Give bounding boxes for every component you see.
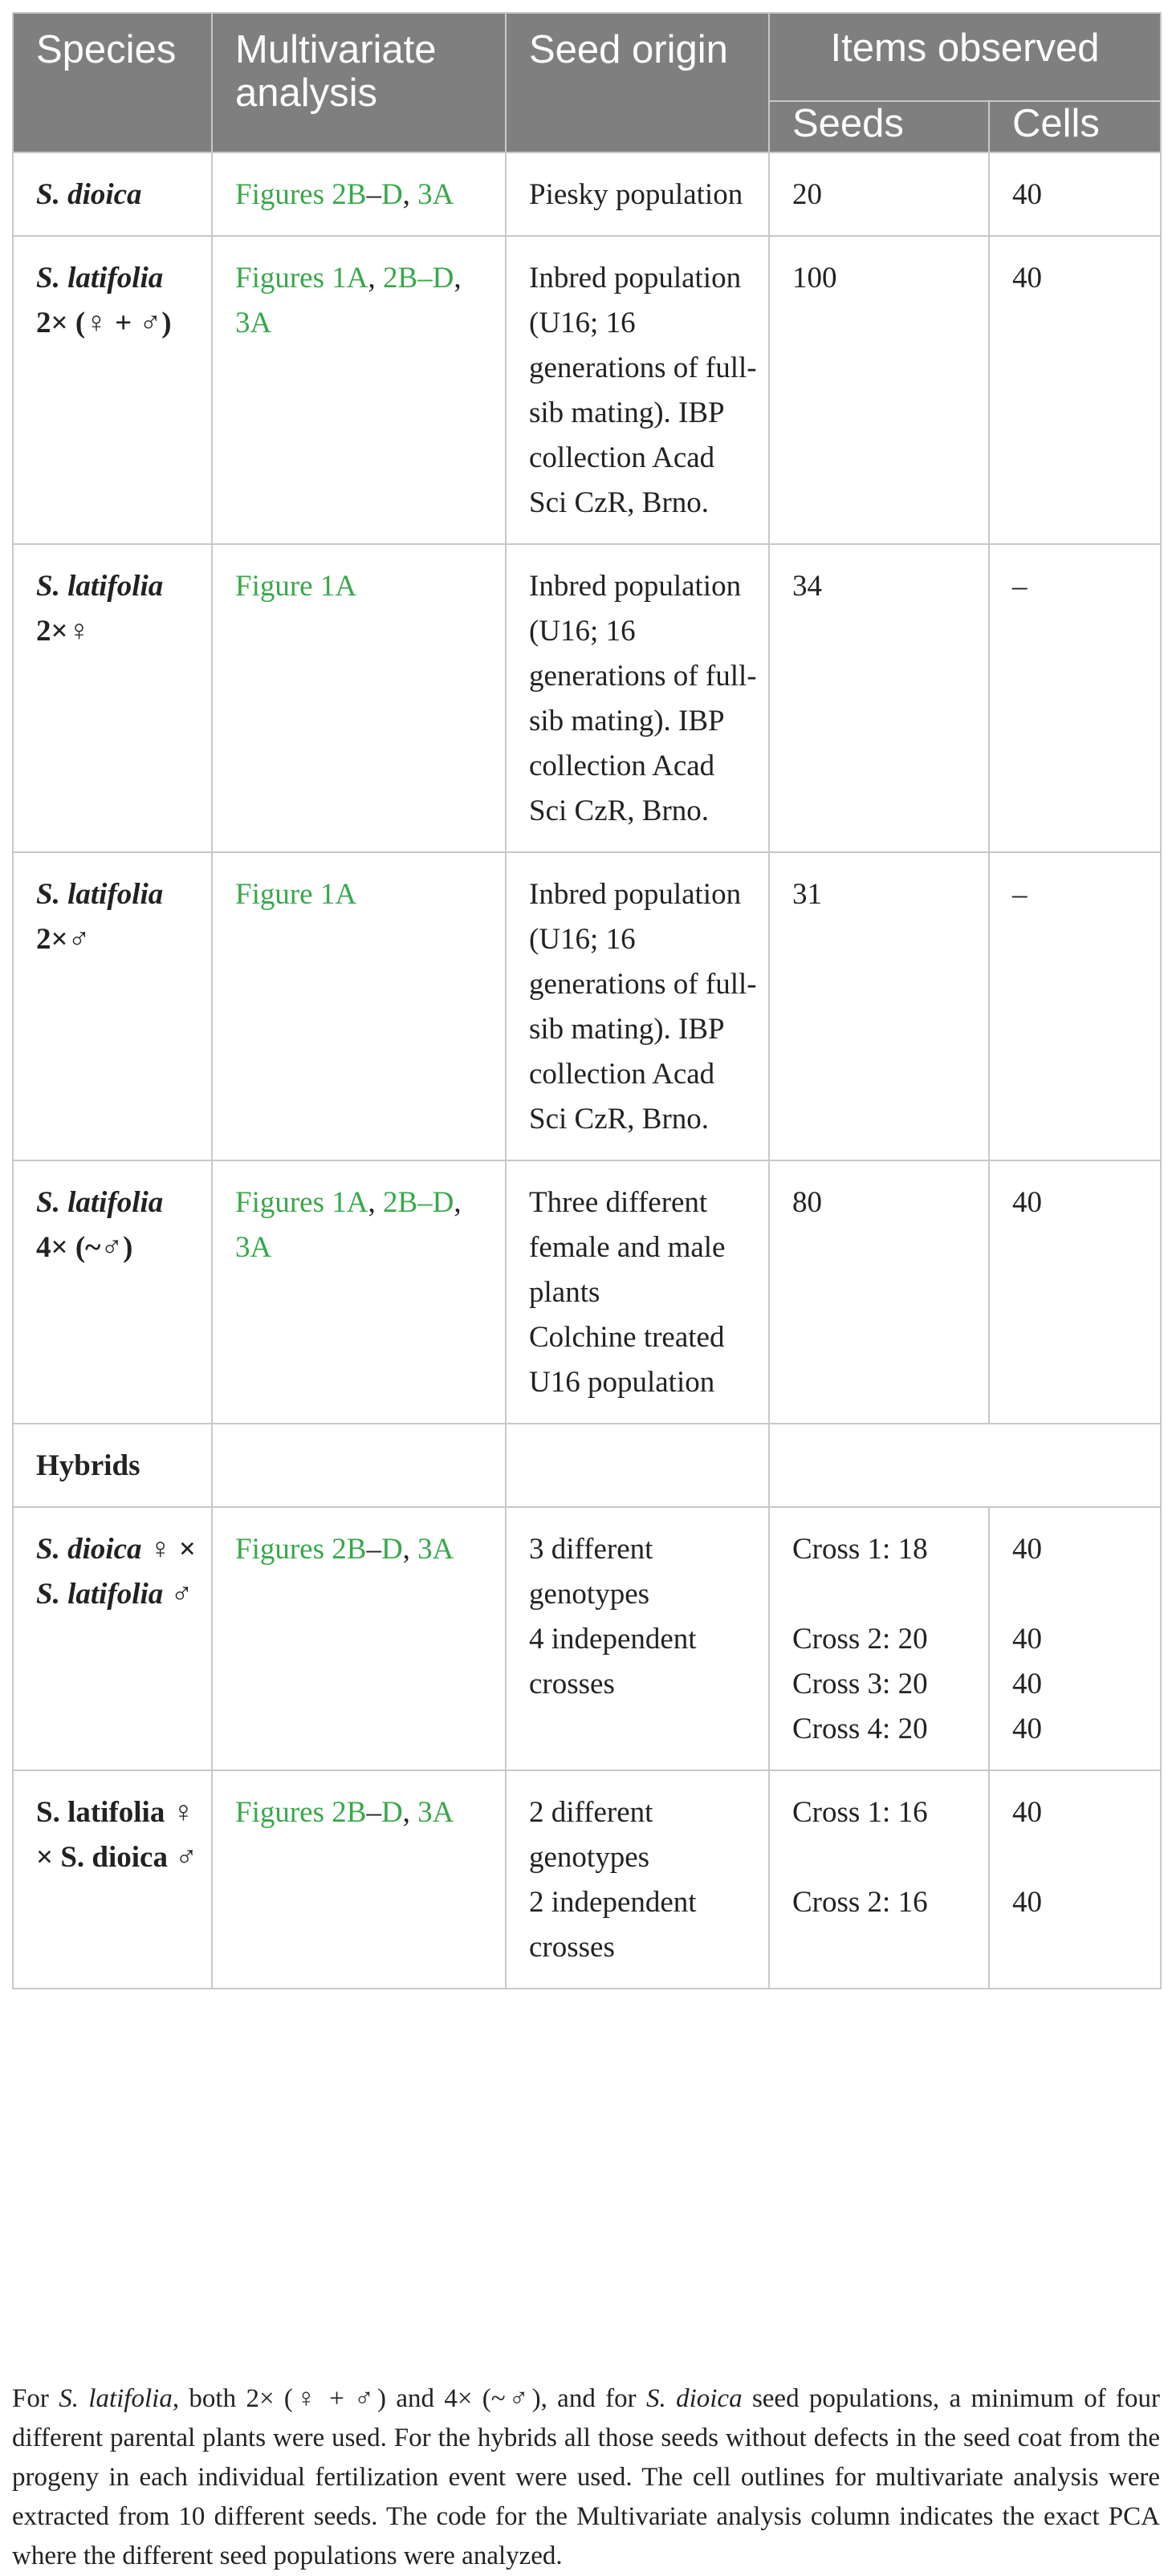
seed-populations-table bbox=[12, 12, 1162, 1989]
figure-link[interactable]: Figures 2B bbox=[235, 1796, 367, 1829]
header-cells: Cells bbox=[989, 101, 1161, 152]
cross-gap bbox=[792, 1572, 979, 1617]
cells-cell bbox=[989, 1507, 1161, 1770]
cross-cells: 40 bbox=[1012, 1796, 1042, 1829]
species-italic: S. dioica bbox=[36, 178, 142, 211]
species-suffix: 2×♂ bbox=[36, 923, 91, 956]
species-name: S. latifolia ♀ × S. dioica ♂ bbox=[36, 1796, 197, 1874]
seeds-cell: 80 bbox=[769, 1160, 989, 1424]
species-italic: S. dioica bbox=[36, 1533, 142, 1566]
cross-cells: 40 bbox=[1012, 1886, 1042, 1919]
multivariate-cell bbox=[212, 1507, 506, 1770]
seed-origin-cell bbox=[506, 1160, 769, 1424]
cells-cell: – bbox=[989, 544, 1161, 852]
species-cell bbox=[13, 544, 212, 852]
species-italic: S. latifolia bbox=[36, 262, 164, 295]
table-row bbox=[13, 544, 1161, 852]
multivariate-cell bbox=[212, 152, 506, 236]
seeds-cell: 31 bbox=[769, 852, 989, 1160]
footnote-italic: S. latifolia bbox=[59, 2384, 173, 2413]
seeds-cell: 100 bbox=[769, 236, 989, 544]
figure-link[interactable]: D bbox=[380, 1796, 403, 1829]
seed-origin-cell: Inbred population (U16; 16 generations of full-sib mating). IBP collection Acad Sci CzR, Brno. bbox=[506, 544, 769, 852]
cross-gap bbox=[1012, 1835, 1150, 1880]
seeds-cell: 20 bbox=[769, 152, 989, 236]
table-row bbox=[13, 852, 1161, 1160]
table-footnote bbox=[12, 2379, 1160, 2576]
footnote-italic: S. dioica bbox=[646, 2384, 743, 2413]
table-row bbox=[13, 1160, 1161, 1424]
species-suffix: ♂ bbox=[163, 1578, 193, 1611]
header-items-observed: Items observed bbox=[769, 13, 1161, 101]
species-suffix: 4× (~♂) bbox=[36, 1231, 133, 1264]
header-seed-origin: Seed origin bbox=[506, 13, 769, 152]
multivariate-cell bbox=[212, 852, 506, 1160]
cross-cells: 40 bbox=[1012, 1623, 1042, 1656]
species-name bbox=[36, 1533, 196, 1611]
figure-separator: , bbox=[368, 262, 383, 295]
figure-separator: , bbox=[402, 1796, 418, 1829]
species-cell bbox=[13, 1160, 212, 1424]
cross-seeds: Cross 3: 20 bbox=[792, 1668, 928, 1700]
seed-origin-cell: Inbred population (U16; 16 generations of full-sib mating). IBP collection Acad Sci CzR, Brno. bbox=[506, 236, 769, 544]
empty-cell bbox=[769, 1424, 1161, 1507]
seed-origin-line: Three different female and male plants bbox=[529, 1186, 726, 1309]
header-seeds: Seeds bbox=[769, 101, 989, 152]
figure-link[interactable]: 2B–D bbox=[382, 1186, 454, 1219]
header-species: Species bbox=[13, 13, 212, 152]
cross-cells: 40 bbox=[1012, 1713, 1042, 1745]
species-cell bbox=[13, 236, 212, 544]
figure-link[interactable]: 2B–D bbox=[382, 262, 454, 295]
figure-separator: , bbox=[454, 1186, 462, 1219]
species-name bbox=[36, 570, 163, 648]
cross-seeds: Cross 2: 20 bbox=[792, 1623, 928, 1656]
figure-separator: – bbox=[366, 1796, 381, 1829]
species-cell bbox=[13, 852, 212, 1160]
cross-cells: 40 bbox=[1012, 1668, 1042, 1700]
figure-separator: – bbox=[366, 178, 381, 211]
species-name bbox=[36, 262, 172, 339]
cross-seeds: Cross 2: 16 bbox=[792, 1886, 928, 1919]
figure-separator: – bbox=[366, 1533, 381, 1566]
cross-seeds: Cross 1: 18 bbox=[792, 1533, 928, 1566]
header-multivariate-analysis: Multivariate analysis bbox=[212, 13, 506, 152]
table-row bbox=[13, 1507, 1161, 1770]
figure-separator: , bbox=[402, 1533, 418, 1566]
figure-link[interactable]: 3A bbox=[235, 307, 272, 339]
species-name bbox=[36, 878, 163, 956]
species-italic: S. latifolia bbox=[36, 878, 164, 911]
cross-seeds: Cross 4: 20 bbox=[792, 1713, 928, 1745]
cells-cell: – bbox=[989, 852, 1161, 1160]
species-italic: S. latifolia bbox=[36, 1578, 164, 1611]
cross-gap bbox=[792, 1835, 979, 1880]
footnote-text: , both 2× (♀ + ♂) and 4× (~♂), and for bbox=[172, 2384, 646, 2413]
figure-link[interactable]: Figure 1A bbox=[235, 570, 357, 603]
seed-origin-line: 4 independent crosses bbox=[529, 1623, 697, 1700]
figure-link[interactable]: Figures 2B bbox=[235, 178, 367, 211]
seed-origin-line: 2 independent crosses bbox=[529, 1886, 697, 1964]
cells-cell: 40 bbox=[989, 236, 1161, 544]
species-cell bbox=[13, 1507, 212, 1770]
species-suffix: 2×♀ bbox=[36, 615, 91, 648]
seed-origin-line: U16 population bbox=[529, 1366, 715, 1399]
table-section-row bbox=[13, 1424, 1161, 1507]
species-name bbox=[36, 1186, 163, 1264]
multivariate-cell bbox=[212, 1160, 506, 1424]
seeds-cell bbox=[769, 1507, 989, 1770]
cross-gap bbox=[1012, 1572, 1150, 1617]
figure-separator: , bbox=[402, 178, 418, 211]
figure-link[interactable]: 3A bbox=[417, 1796, 454, 1829]
figure-link[interactable]: Figures 2B bbox=[235, 1533, 367, 1566]
figure-link[interactable]: Figure 1A bbox=[235, 878, 357, 911]
species-italic: S. latifolia bbox=[36, 570, 164, 603]
footnote-text: For bbox=[12, 2384, 59, 2413]
seed-origin-line: 2 different genotypes bbox=[529, 1796, 653, 1874]
cross-cells: 40 bbox=[1012, 1533, 1042, 1566]
figure-link[interactable]: D bbox=[380, 178, 403, 211]
seeds-cell: 34 bbox=[769, 544, 989, 852]
figure-link[interactable]: Figures 1A bbox=[235, 262, 368, 295]
table-row bbox=[13, 152, 1161, 236]
figure-link[interactable]: D bbox=[380, 1533, 403, 1566]
table-row bbox=[13, 236, 1161, 544]
empty-cell bbox=[506, 1424, 769, 1507]
table-row bbox=[13, 1770, 1161, 1989]
multivariate-cell bbox=[212, 1770, 506, 1989]
seed-origin-cell: Piesky population bbox=[506, 152, 769, 236]
cells-cell: 40 bbox=[989, 1160, 1161, 1424]
species-cell bbox=[13, 152, 212, 236]
seed-origin-cell: Inbred population (U16; 16 generations of full-sib mating). IBP collection Acad Sci CzR, Brno. bbox=[506, 852, 769, 1160]
multivariate-cell bbox=[212, 236, 506, 544]
cross-seeds: Cross 1: 16 bbox=[792, 1796, 928, 1829]
seed-origin-line: 3 different genotypes bbox=[529, 1533, 653, 1611]
seed-origin-cell bbox=[506, 1770, 769, 1989]
figure-separator: , bbox=[368, 1186, 383, 1219]
figure-separator: , bbox=[454, 262, 462, 295]
seeds-cell bbox=[769, 1770, 989, 1989]
species-suffix: 2× (♀ + ♂) bbox=[36, 307, 172, 339]
empty-cell bbox=[212, 1424, 506, 1507]
figure-link[interactable]: 3A bbox=[417, 178, 454, 211]
footnote-text: seed populations, a minimum of four different parental plants were used. For the hybrids all those seeds without defects in the seed coat from the progeny in each individual fertilization event were used. The cell outlines for multivariate analysis were extracted from 10 different seeds. The code for the Multivariate analysis column indicates the exact PCA where the different seed populations were analyzed. bbox=[12, 2384, 1161, 2570]
figure-link[interactable]: 3A bbox=[417, 1533, 454, 1566]
species-cross-symbol: ♀ × bbox=[141, 1533, 196, 1566]
figure-link[interactable]: 3A bbox=[235, 1231, 272, 1264]
cells-cell: 40 bbox=[989, 152, 1161, 236]
species-italic: S. latifolia bbox=[36, 1186, 164, 1219]
cells-cell bbox=[989, 1770, 1161, 1989]
hybrids-label: Hybrids bbox=[36, 1449, 140, 1482]
seed-origin-line: Colchine treated bbox=[529, 1321, 725, 1354]
figure-link[interactable]: Figures 1A bbox=[235, 1186, 368, 1219]
multivariate-cell bbox=[212, 544, 506, 852]
species-name bbox=[36, 178, 142, 211]
species-cell bbox=[13, 1770, 212, 1989]
section-label-cell bbox=[13, 1424, 212, 1507]
seed-origin-cell bbox=[506, 1507, 769, 1770]
